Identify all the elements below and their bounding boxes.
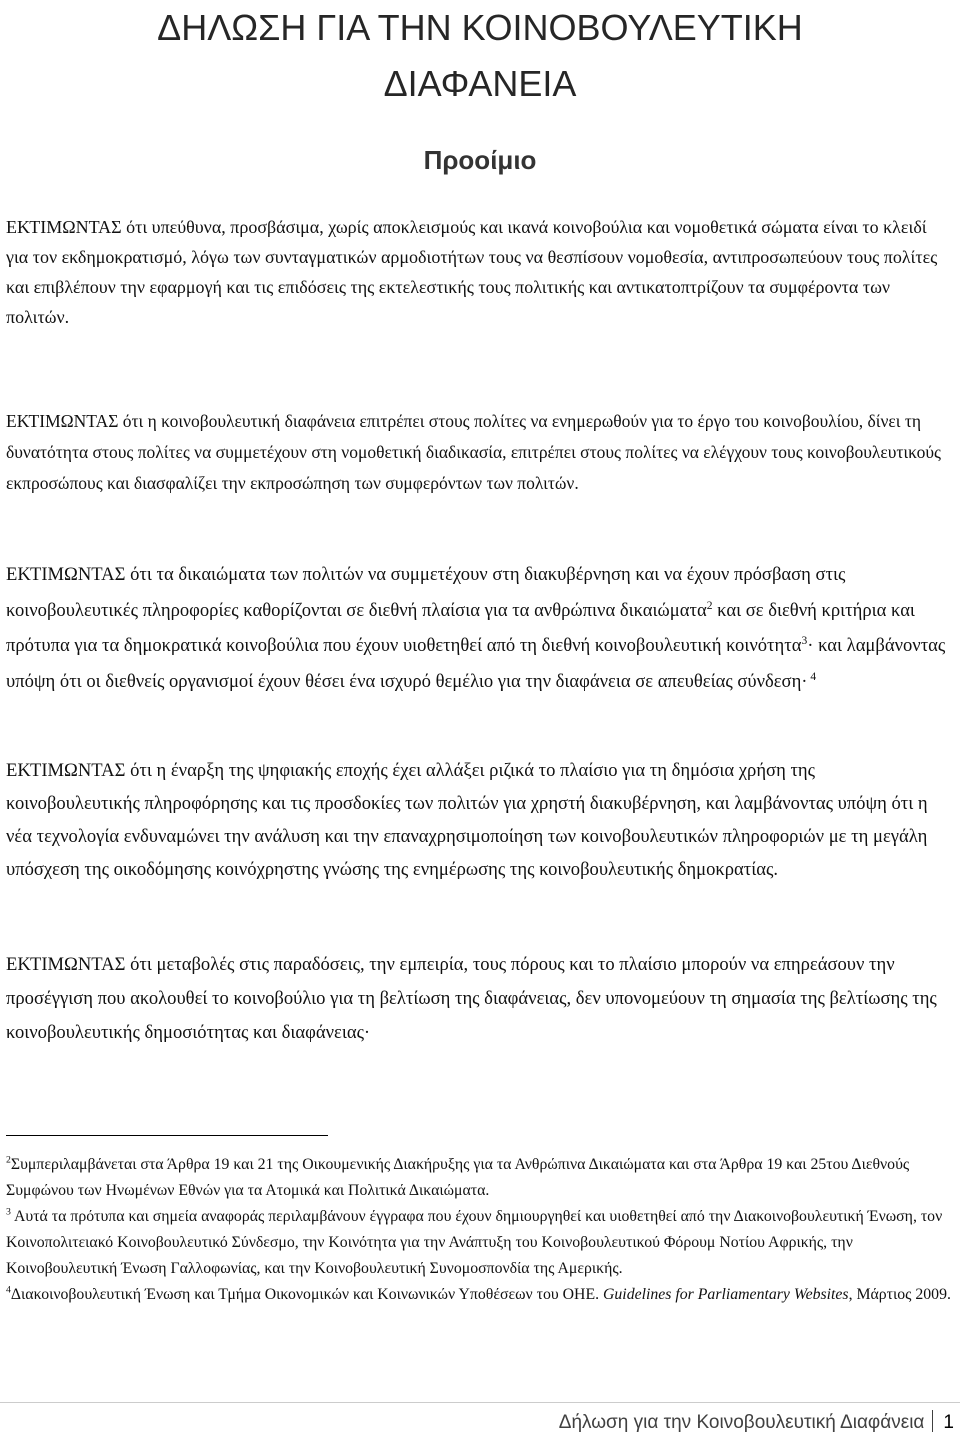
- footnote-ref-3[interactable]: 3: [801, 634, 808, 647]
- footnote-ref-2[interactable]: 2: [706, 599, 713, 612]
- footer-rule: [0, 1402, 960, 1403]
- footnote-2: [6, 1152, 956, 1204]
- footnote-4-text: Διακοινοβουλευτική Ένωση και Τμήμα Οικονομικών και Κοινωνικών Υποθέσεων του ΟΗΕ.: [10, 1286, 603, 1303]
- footnote-ref-4[interactable]: 4: [807, 670, 817, 683]
- document-title-line-2: ΔΙΑΦΑΝΕΙΑ: [383, 63, 577, 104]
- page-number: 1: [943, 1412, 954, 1433]
- paragraph-3-part-1: ΕΚΤΙΜΩΝΤΑΣ ότι τα δικαιώματα των πολιτών να συμμετέχουν στη διακυβέρνηση και να έχουν πρόσβαση στις κοινοβουλευτικές πληροφορίες καθορίζονται σε διεθνή πλαίσια για τα ανθρώπινα δικαιώματα: [6, 564, 846, 621]
- footnote-separator: [6, 1135, 328, 1136]
- footnote-4-tail: , Μάρτιος 2009.: [848, 1286, 951, 1303]
- footnote-3-mark: 3: [6, 1206, 11, 1218]
- footer-separator: [932, 1410, 933, 1432]
- paragraph-3-part-3: · και λαμβάνοντας υπόψη ότι οι διεθνείς οργανισμοί έχουν θέσει ένα ισχυρό θεμέλιο για την διαφάνεια σε απευθείας σύνδεση·: [6, 635, 946, 692]
- footnote-4: [6, 1282, 956, 1308]
- footnote-2-text: Συμπεριλαμβάνεται στα Άρθρα 19 και 21 της Οικουμενικής Διακήρυξης για τα Ανθρώπινα Δικαιώματα και στα Άρθρα 19 και 25του Διεθνούς Συμφώνου των Ηνωμένων Εθνών για τα Ατομικά και Πολιτικά Δικαιώματα.: [6, 1156, 910, 1199]
- document-title: [0, 0, 960, 112]
- footer-running-title: Δήλωση για την Κοινοβουλευτική Διαφάνεια: [558, 1412, 925, 1433]
- paragraph-3-part-2: και σε διεθνή κριτήρια και πρότυπα για τα δημοκρατικά κοινοβούλια που έχουν υιοθετηθεί από τη διεθνή κοινοβουλευτική κοινότητα: [6, 599, 915, 656]
- paragraph-3: [6, 557, 952, 699]
- section-heading-preamble: Προοίμιο: [423, 145, 537, 175]
- paragraph-1: ΕΚΤΙΜΩΝΤΑΣ ότι υπεύθυνα, προσβάσιμα, χωρίς αποκλεισμούς και ικανά κοινοβούλια και νομοθετικά σώματα είναι το κλειδί για τον εκδημοκρατισμό, λόγω των συνταγματικών αρμοδιοτήτων τους να θεσπίσουν νομοθεσία, αντιπροσωπεύουν τους πολίτες και επιβλέπουν την εφαρμογή και τις επιδόσεις της εκτελεστικής τους πολιτικής και αντικατοπτρίζουν τα συμφέροντα των πολιτών.: [6, 217, 938, 327]
- paragraph-4: ΕΚΤΙΜΩΝΤΑΣ ότι η έναρξη της ψηφιακής εποχής έχει αλλάξει ριζικά το πλαίσιο για τη δημόσια χρήση της κοινοβουλευτικής πληροφόρησης και τις προσδοκίες των πολιτών για χρηστή διακυβέρνηση, και λαμβάνοντας υπόψη ότι η νέα τεχνολογία ενδυναμώνει την ανάλυση και την επαναχρησιμοποίηση των κοινοβουλευτικών πληροφοριών με τη μεγάλη υπόσχεση της οικοδόμησης κοινόχρηστης γνώσης της ενημέρωσης της κοινοβουλευτικής δημοκρατίας.: [6, 760, 928, 880]
- document-title-line-1: ΔΗΛΩΣΗ ΓΙΑ ΤΗΝ ΚΟΙΝΟΒΟΥΛΕΥΤΙΚΗ: [157, 7, 803, 48]
- footnotes: [6, 1152, 956, 1308]
- footnote-4-mark: 4: [6, 1284, 11, 1296]
- footnote-3: [6, 1204, 956, 1282]
- footnote-2-mark: 2: [6, 1154, 11, 1166]
- footnote-4-italic-title: Guidelines for Parliamentary Websites: [603, 1286, 849, 1303]
- paragraph-5: ΕΚΤΙΜΩΝΤΑΣ ότι μεταβολές στις παραδόσεις, την εμπειρία, τους πόρους και το πλαίσιο μπορούν να επηρεάσουν την προσέγγιση που ακολουθεί το κοινοβούλιο για τη βελτίωση της διαφάνειας, δεν υπονομεύουν τη σημασία της βελτίωσης της κοινοβουλευτικής δημοσιότητας και διαφάνειας·: [6, 954, 937, 1043]
- page-footer: [559, 1410, 954, 1436]
- paragraph-2: ΕΚΤΙΜΩΝΤΑΣ ότι η κοινοβουλευτική διαφάνεια επιτρέπει στους πολίτες να ενημερωθούν για το έργο του κοινοβουλίου, δίνει τη δυνατότητα στους πολίτες να συμμετέχουν στη νομοθετική διαδικασία, επιτρέπει στους πολίτες να ελέγχουν τους κοινοβουλευτικούς εκπροσώπους και διασφαλίζει την εκπροσώπηση των συμφερόντων των πολιτών.: [6, 411, 941, 493]
- footnote-3-text: Αυτά τα πρότυπα και σημεία αναφοράς περιλαμβάνουν έγγραφα που έχουν δημιουργηθεί και υιοθετηθεί από την Διακοινοβουλευτική Ένωση, τον Κοινοπολιτειακό Κοινοβουλευτικό Σύνδεσμο, την Κοινότητα για την Ανάπτυξη του Κοινοβουλευτικού Φόρουμ Νοτίου Αφρικής, την Κοινοβουλευτική Ένωση Γαλλοφωνίας, και την Κοινοβουλευτική Συνομοσπονδία της Αμερικής.: [6, 1208, 943, 1277]
